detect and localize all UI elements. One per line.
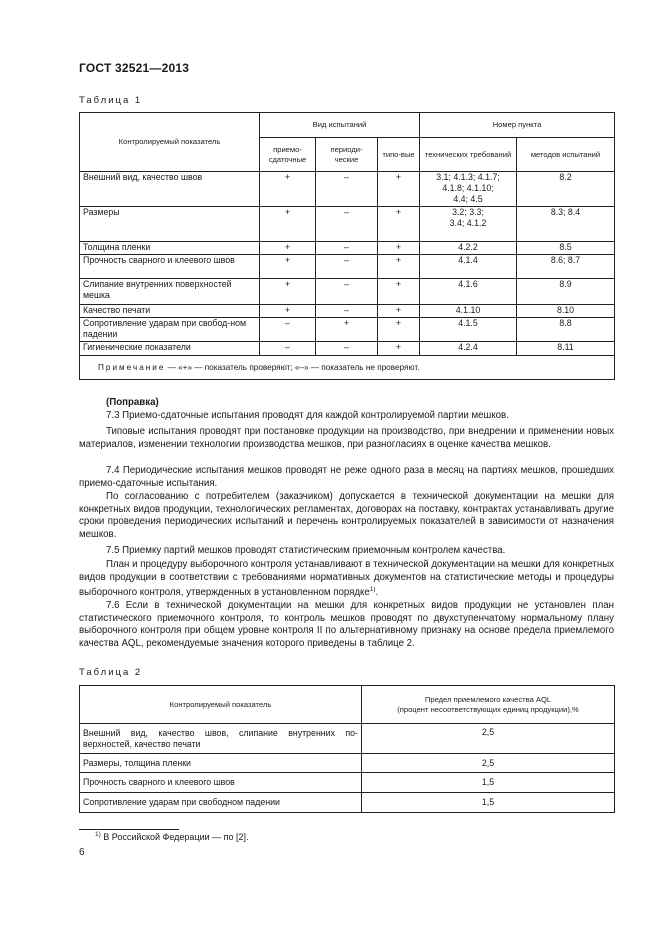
table-row (80, 305, 615, 318)
t1-row-type: + (378, 255, 420, 279)
t1-row-req: 3.1; 4.1.3; 4.1.7; 4.1.8; 4.1.10; 4.4; 4.5 (420, 172, 517, 207)
t1-row-type: + (378, 305, 420, 318)
t1-row-periodic: – (316, 207, 378, 242)
t1-head-tech-req: технических требований (420, 138, 517, 172)
t2-head-indicator: Контролируемый показатель (80, 686, 362, 724)
t1-head-periodic: периоди-ческие (316, 138, 378, 172)
t1-row-met: 8.8 (517, 318, 615, 342)
t1-row-periodic: – (316, 342, 378, 356)
table-row (80, 207, 615, 242)
t1-row-periodic: – (316, 172, 378, 207)
clause-7-3-type-tests: Типовые испытания проводят при постановке продукции на производство, при внедрении и применении новых материалов, изменении технологии производства мешков, при разногласиях в оценке качества мешков. (79, 426, 614, 450)
t1-row-periodic: – (316, 305, 378, 318)
t1-row-periodic: – (316, 242, 378, 255)
t1-head-acceptance: приемо-сдаточные (260, 138, 316, 172)
t1-row-req: 4.2.4 (420, 342, 517, 356)
footnote-text: В Российской Федерации — по [2]. (100, 832, 249, 842)
t1-row-acceptance: + (260, 279, 316, 305)
t1-row-req: 4.1.10 (420, 305, 517, 318)
table2-caption: Таблица 2 (79, 667, 143, 678)
t1-row-type: + (378, 172, 420, 207)
t1-row-name: Размеры (80, 207, 260, 242)
t1-row-req: 3.2; 3.3; 3.4; 4.1.2 (420, 207, 517, 242)
t1-row-acceptance: + (260, 172, 316, 207)
t2-row-name: Внешний вид, качество швов, слипание внутренних по-верхностей, качество печати (80, 724, 362, 754)
clause-7-5-plan-text: План и процедуру выборочного контроля устанавливают в технической документации на мешки для конкретных видов продукции в соответствии с требованиями нормативных документов на статистические методы и процедуры выборочного контроля, утвержденных в установленном порядке (79, 559, 614, 599)
t1-row-req: 4.1.6 (420, 279, 517, 305)
t1-head-test-type: Вид испытаний (260, 113, 420, 138)
t1-head-test-methods: методов испытаний (517, 138, 615, 172)
clause-7-4-agreement: По согласованию с потребителем (заказчиком) допускается в технической документации на мешки для конкретных видов продукции, технологических регламентах, договорах на поставку, контрактах устанавливать другие сроки проведения периодических испытаний и перечень контролируемых показателей в зависимости от назначения мешков. (79, 491, 614, 540)
page-number: 6 (79, 847, 85, 858)
footnote-ref: 1) (369, 586, 376, 594)
t1-row-acceptance: – (260, 318, 316, 342)
document-header: ГОСТ 32521—2013 (79, 61, 190, 75)
t2-head-limit (362, 686, 615, 724)
t1-head-indicator: Контролируемый показатель (80, 113, 260, 172)
table-row (80, 279, 615, 305)
t1-row-type: + (378, 342, 420, 356)
footnote-mark: 1) (95, 831, 101, 838)
t1-row-type: + (378, 242, 420, 255)
t1-row-acceptance: – (260, 342, 316, 356)
amendment-label: (Поправка) (106, 397, 159, 408)
t1-row-name: Внешний вид, качество швов (80, 172, 260, 207)
t1-row-acceptance: + (260, 207, 316, 242)
t1-row-req: 4.1.4 (420, 255, 517, 279)
t1-row-met: 8.2 (517, 172, 615, 207)
t1-row-acceptance: + (260, 305, 316, 318)
t1-row-type: + (378, 279, 420, 305)
t1-row-type: + (378, 318, 420, 342)
t2-row-name: Прочность сварного и клеевого швов (80, 773, 362, 793)
clause-7-5-plan (79, 559, 614, 600)
t1-row-name: Слипание внутренних поверхностей мешка (80, 279, 260, 305)
t2-row-name: Размеры, толщина пленки (80, 754, 362, 773)
table-row (80, 724, 615, 754)
t1-row-met: 8.5 (517, 242, 615, 255)
t1-row-req: 4.1.5 (420, 318, 517, 342)
t1-row-met: 8.10 (517, 305, 615, 318)
t1-row-met: 8.11 (517, 342, 615, 356)
clause-7-3: 7.3 Приемо-сдаточные испытания проводят для каждой контролируемой партии мешков. (106, 410, 509, 421)
t1-row-name: Гигиенические показатели (80, 342, 260, 356)
table1 (79, 112, 615, 380)
table-row (80, 793, 615, 813)
table1-caption: Таблица 1 (79, 95, 143, 106)
t1-row-periodic: + (316, 318, 378, 342)
clause-7-5-plan-end: . (375, 587, 379, 599)
table-row (80, 255, 615, 279)
t2-row-name: Сопротивление ударам при свободном падении (80, 793, 362, 813)
t1-row-name: Толщина пленки (80, 242, 260, 255)
table-row (80, 172, 615, 207)
t1-row-periodic: – (316, 255, 378, 279)
t2-head-limit-line2: (процент несоответствующих единиц продукции),% (397, 704, 579, 714)
t1-row-met: 8.9 (517, 279, 615, 305)
t1-note-label: Примечание (98, 363, 166, 372)
t2-row-value: 2,5 (362, 754, 615, 773)
t1-row-name: Качество печати (80, 305, 260, 318)
t1-row-name: Прочность сварного и клеевого швов (80, 255, 260, 279)
t1-row-type: + (378, 207, 420, 242)
t1-note (80, 356, 615, 380)
t1-row-acceptance: + (260, 242, 316, 255)
t2-row-value: 1,5 (362, 793, 615, 813)
t1-row-met: 8.3; 8.4 (517, 207, 615, 242)
t1-row-acceptance: + (260, 255, 316, 279)
t1-row-met: 8.6; 8.7 (517, 255, 615, 279)
t1-head-clause-number: Номер пункта (420, 113, 615, 138)
table-row (80, 342, 615, 356)
t1-row-name: Сопротивление ударам при свобод-ном падении (80, 318, 260, 342)
clause-7-4: 7.4 Периодические испытания мешков проводят не реже одного раза в месяц на партиях мешков, прошедших приемо-сдаточные испытания. (79, 465, 614, 489)
t1-row-periodic: – (316, 279, 378, 305)
t2-head-limit-line1: Предел приемлемого качества AQL (424, 694, 552, 704)
t1-head-type-tests: типо-вые (378, 138, 420, 172)
table-row (80, 754, 615, 773)
table-row (80, 242, 615, 255)
table-row (80, 773, 615, 793)
clause-7-6: 7.6 Если в технической документации на мешки для конкретных видов продукции не установлен план статистического приемочного контроля, то контроль мешков проводят по двухступенчатому нормальному плану выборочного контроля при общем уровне контроля II по альтернативному признаку на основе предела приемлемого качества AQL, рекомендуемые значения которого приведены в таблице 2. (79, 600, 614, 649)
footnote (95, 831, 249, 842)
table2 (79, 685, 615, 813)
t1-note-text: — «+» — показатель проверяют; «–» — показатель не проверяют. (165, 363, 420, 372)
clause-7-5: 7.5 Приемку партий мешков проводят статистическим приемочным контролем качества. (106, 545, 506, 556)
t2-row-value: 1,5 (362, 773, 615, 793)
table-row (80, 318, 615, 342)
t2-row-value: 2,5 (362, 724, 615, 754)
t1-row-req: 4.2.2 (420, 242, 517, 255)
footnote-divider (79, 829, 179, 830)
